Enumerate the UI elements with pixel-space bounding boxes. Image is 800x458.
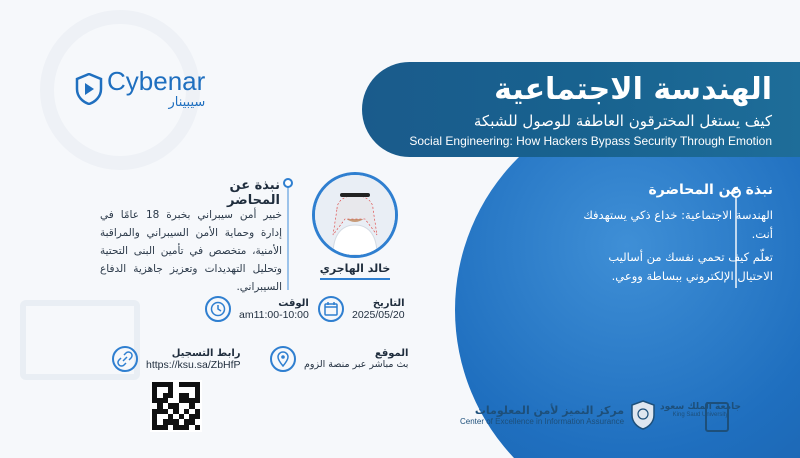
clock-icon bbox=[205, 296, 231, 322]
location-label: الموقع bbox=[374, 348, 409, 359]
registration-link[interactable]: https://ksu.sa/ZbHfP bbox=[146, 358, 241, 371]
time-label: الوقت bbox=[278, 297, 309, 309]
speaker-bio: خبير أمن سيبراني بخبرة 18 عامًا في إدارة وحماية الأمن السيبراني والمراقبة الأمنية، متخصص في تأمين البنى التحتية وتحليل التهديدات وتعزيز جاهزية الدفاع السيبراني. bbox=[100, 209, 282, 293]
link-icon bbox=[112, 346, 138, 372]
title-banner bbox=[362, 62, 800, 157]
qr-code[interactable] bbox=[150, 380, 202, 432]
location-value: بث مباشر عبر منصة الزوم bbox=[304, 359, 409, 370]
speaker-avatar bbox=[312, 172, 398, 258]
time-info bbox=[205, 296, 309, 322]
registration-info bbox=[112, 346, 241, 372]
ksu-english: King Saud University bbox=[672, 412, 729, 418]
qr-module bbox=[195, 425, 200, 430]
session-line-2: تعلّم كيف تحمي نفسك من أساليب الاحتيال الإلكتروني ببساطة ووعي. bbox=[608, 250, 773, 283]
speaker-underline bbox=[320, 278, 390, 280]
date-info bbox=[318, 296, 405, 322]
calendar-icon bbox=[318, 296, 344, 322]
time-value: am11:00-10:00 bbox=[239, 308, 309, 321]
logo-arabic: سيبينار bbox=[168, 95, 206, 110]
timeline-line-left bbox=[287, 180, 289, 290]
center-name-english: Center of Excellence in Information Assurance bbox=[460, 417, 625, 426]
date-value: 2025/05/20 bbox=[352, 308, 405, 321]
session-line-1: الهندسة الاجتماعية: خداع ذكي يستهدفك أنت. bbox=[583, 208, 773, 241]
speaker-name: خالد الهاجري bbox=[319, 262, 391, 275]
event-subtitle: كيف يستغل المخترقون العاطفة للوصول للشبكة bbox=[473, 112, 772, 130]
session-heading: نبذة عن المحاضرة bbox=[648, 182, 773, 198]
ksu-arabic: جامعة الملك سعود bbox=[660, 402, 741, 412]
link-label: رابط التسجيل bbox=[171, 347, 241, 359]
center-name-arabic: مركز التميز لأمن المعلومات bbox=[474, 404, 625, 417]
shield-logo-icon bbox=[75, 73, 103, 105]
speaker-photo bbox=[315, 175, 395, 255]
location-info bbox=[270, 346, 408, 372]
location-pin-icon bbox=[270, 346, 296, 372]
event-title: الهندسة الاجتماعية bbox=[494, 72, 772, 107]
ksu-emblem-icon bbox=[705, 402, 729, 432]
event-english-title: Social Engineering: How Hackers Bypass Security Through Emotion bbox=[409, 134, 772, 148]
cybenar-logo bbox=[75, 68, 205, 109]
speaker-bio-heading: نبذة عن المحاضر bbox=[227, 178, 280, 208]
logo-english: Cybenar bbox=[107, 66, 206, 96]
center-logo-block bbox=[460, 400, 656, 430]
session-summary bbox=[578, 182, 773, 290]
timeline-dot-left bbox=[283, 178, 293, 188]
date-label: التاريخ bbox=[372, 297, 405, 309]
center-shield-icon bbox=[630, 400, 656, 430]
